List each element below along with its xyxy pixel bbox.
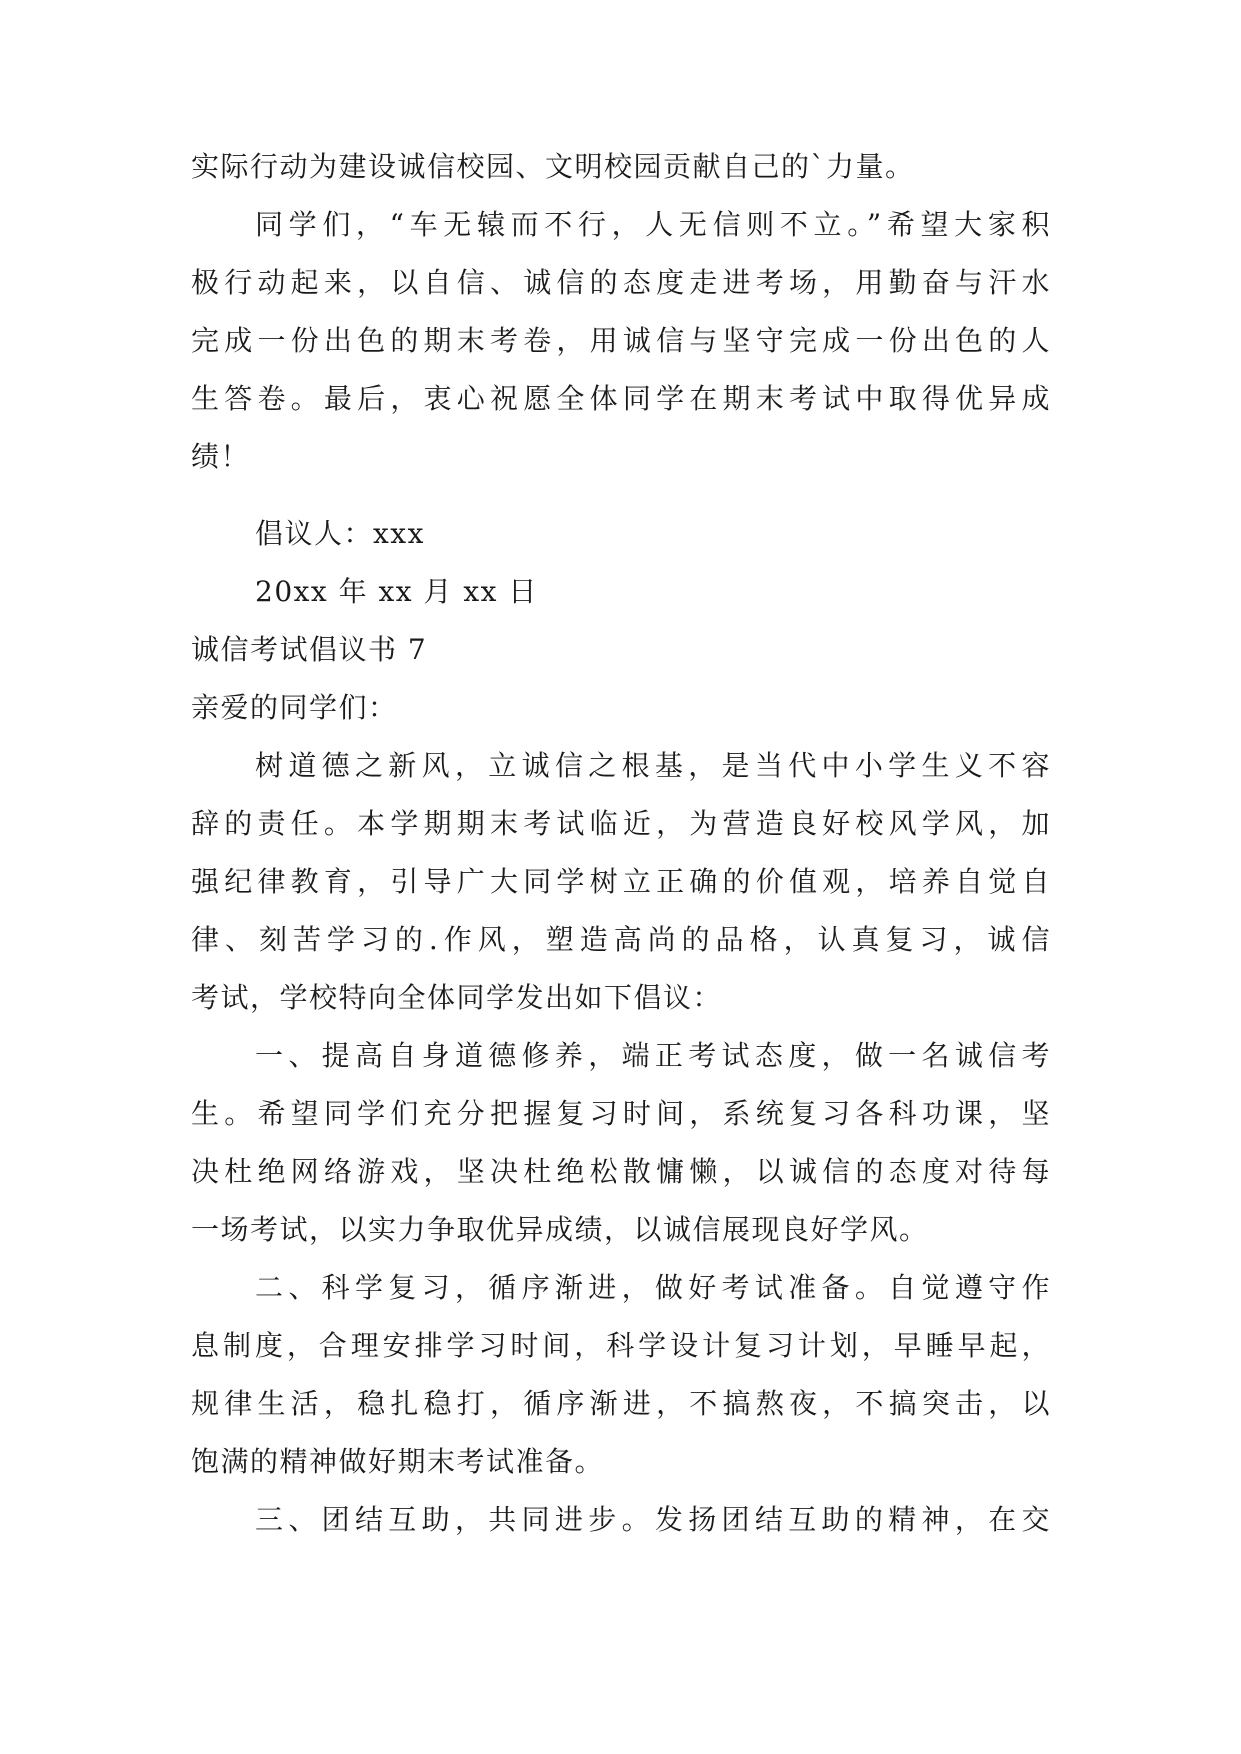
text-line: 二、科学复习，循序渐进，做好考试准备。自觉遵守作	[255, 1271, 1051, 1304]
text-line: 生答卷。最后，衷心祝愿全体同学在期末考试中取得优异成	[191, 382, 1051, 415]
salutation-line: 亲爱的同学们：	[191, 691, 398, 724]
text-line: 极行动起来，以自信、诚信的态度走进考场，用勤奋与汗水	[191, 266, 1051, 299]
document-page	[191, 0, 1051, 1754]
text-line: 绩！	[191, 440, 251, 473]
text-line: 三、团结互助，共同进步。发扬团结互助的精神，在交	[255, 1503, 1051, 1536]
text-line: 树道德之新风，立诚信之根基，是当代中小学生义不容	[255, 749, 1051, 782]
text-line: 考试，学校特向全体同学发出如下倡议：	[191, 981, 723, 1014]
signatory-line: 倡议人：xxx	[255, 517, 425, 550]
text-line: 同学们，“车无辕而不行，人无信则不立。”希望大家积	[255, 208, 1051, 241]
text-line: 饱满的精神做好期末考试准备。	[191, 1445, 605, 1478]
text-line: 强纪律教育，引导广大同学树立正确的价值观，培养自觉自	[191, 865, 1051, 898]
text-line: 息制度，合理安排学习时间，科学设计复习计划，早睡早起，	[191, 1329, 1051, 1362]
date-line: 20xx 年 xx 月 xx 日	[255, 575, 538, 608]
section-title: 诚信考试倡议书 7	[191, 633, 428, 666]
text-line: 完成一份出色的期末考卷，用诚信与坚守完成一份出色的人	[191, 324, 1051, 357]
text-line: 决杜绝网络游戏，坚决杜绝松散慵懒，以诚信的态度对待每	[191, 1155, 1051, 1188]
text-line: 实际行动为建设诚信校园、文明校园贡献自己的`力量。	[191, 150, 915, 183]
text-line: 律、刻苦学习的.作风，塑造高尚的品格，认真复习，诚信	[191, 923, 1051, 956]
text-line: 规律生活，稳扎稳打，循序渐进，不搞熬夜，不搞突击，以	[191, 1387, 1051, 1420]
text-line: 辞的责任。本学期期末考试临近，为营造良好校风学风，加	[191, 807, 1051, 840]
text-line: 一场考试，以实力争取优异成绩，以诚信展现良好学风。	[191, 1213, 929, 1246]
text-line: 生。希望同学们充分把握复习时间，系统复习各科功课，坚	[191, 1097, 1051, 1130]
text-line: 一、提高自身道德修养，端正考试态度，做一名诚信考	[255, 1039, 1051, 1072]
